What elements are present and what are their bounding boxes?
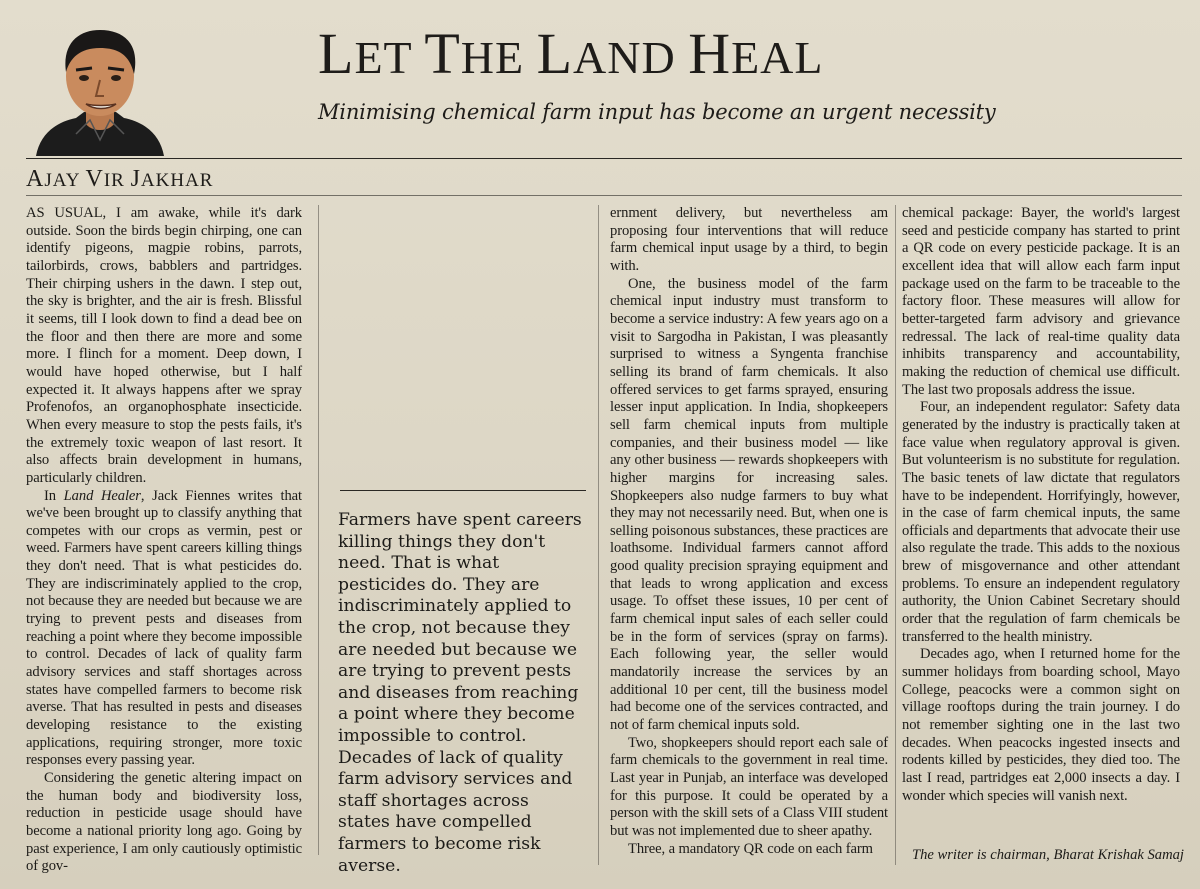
header-rule: [26, 158, 1182, 159]
byline-rule: [26, 195, 1182, 196]
headline: LET THE LAND HEAL: [318, 21, 824, 86]
article-column-1: [26, 205, 302, 876]
article-column-3: [902, 205, 1180, 805]
paragraph-land-healer: In Land Healer, Jack Fiennes writes that we've been brought up to classify anything that competes with our crops as vermin, pest or weed. Farmers have spent careers killing things they don't need. That is what pesticides do. They are indiscriminately applied to the crop, not because they are needed but because we are trying to prevent pests and diseases from reaching a point where they become impossible to control. Decades of lack of quality farm advisory services and staff shortages across states have compelled farmers to become risk averse. That has resulted in pests and diseases developing resistance to the existing applications, requiring stronger, more toxic responses every passing year.: [26, 487, 302, 769]
column-divider: [895, 205, 896, 865]
author-signature-note: The writer is chairman, Bharat Krishak Samaj: [911, 847, 1184, 863]
paragraph: Four, an independent regulator: Safety data generated by the industry is practically taken at face value when regulatory approval is given. But volunteerism is no substitute for regulation. The basic tenets of law dictate that regulators have to be independent. Horrifyingly, however, in the case of farm chemical inputs, the same officials and departments that advocate their use also regulate the trade. This adds to the noxious brew of misgovernance and other attendant problems. To ensure an independent regulatory authority, the Union Cabinet Secretary should order that the regulation of farm chemicals be transferred to the health ministry.: [902, 399, 1180, 645]
deck-subheadline: Minimising chemical farm input has become an urgent necessity: [318, 100, 996, 124]
paragraph-rest: , Jack Fiennes writes that we've been brought up to classify anything that competes with our crops as vermin, pest or weed. Farmers have spent careers killing things they don't need. That is what pesticides do. They are indiscriminately applied to the crop, not because they are needed but because we are trying to prevent pests and diseases from reaching a point where they become impossible to control. Decades of lack of quality farm advisory services and staff shortages across states have compelled farmers to become risk averse. That has resulted in pests and diseases developing resistance to the existing applications, requiring stronger, more toxic responses every passing year.: [26, 487, 302, 769]
paragraph: AS USUAL, I am awake, while it's dark outside. Soon the birds begin chirping, one can identify pigeons, magpie robins, parrots, tailorbirds, crows, babblers and partridges. Their chirping ushers in the dawn. I step out, the sky is brighter, and the air is fresh. Blissful it seems, till I look down to find a dead bee on the floor and then there are more and some more. I flinch for a moment. Deep down, I would have hoped otherwise, but I half expected it. It always happens after we spray Profenofos, an organophosphate insecticide. When every measure to stop the pests fails, it's the extremely toxic weapon of last resort. It also affects brain development in humans, particularly children.: [26, 205, 302, 486]
pull-quote: Farmers have spent careers killing things they don't need. That is what pesticides do. They are indiscriminately applied to the crop, not because they are needed but because we are trying to prevent pests and diseases from reaching a point where they become impossible to control. Decades of lack of quality farm advisory services and staff shortages across states have compelled farmers to become risk averse.: [338, 510, 582, 876]
paragraph: Two, shopkeepers should report each sale of farm chemicals to the government in real time. Last year in Punjab, an interface was developed for this purpose. It could be operated by a person with the skill sets of a Class VIII student but was not implemented due to sheer apathy.: [610, 734, 888, 839]
show-through-text: [1080, 8, 1198, 148]
column-divider: [598, 205, 599, 865]
paragraph: ernment delivery, but nevertheless am proposing four interventions that will reduce farm chemical input usage by a third, to begin with.: [610, 205, 888, 274]
paragraph: Considering the genetic altering impact on the human body and biodiversity loss, reduction in pesticide usage should have become a national priority long ago. Going by past experience, I am only cautiously optimistic of gov-: [26, 770, 302, 875]
article-column-2: [610, 205, 888, 858]
book-title: Land Healer: [63, 487, 141, 504]
byline: AJAY VIR JAKHAR: [26, 166, 214, 192]
paragraph: Decades ago, when I returned home for the summer holidays from boarding school, Mayo College, peacocks were a common sight on village rooftops during the train journey. I do not remember sighting one in the last two decades. When peacocks ingested insects and rodents killed by pesticides, they died too. The last I read, partridges eat 2,000 insects a day. I wonder which species will vanish next.: [902, 646, 1180, 804]
pull-quote-rule: [340, 490, 586, 491]
paragraph: Three, a mandatory QR code on each farm: [628, 840, 873, 857]
author-portrait: [26, 24, 174, 156]
column-divider: [318, 205, 319, 855]
paragraph: chemical package: Bayer, the world's largest seed and pesticide company has started to print a QR code on every pesticide package. It is an excellent idea that will allow each farm input package used on the farm to be traceable to the factory floor. These measures will allow for better-targeted farm advisory and grievance redressal. The lack of real-time quality data inhibits transparency and accountability, making the reduction of chemical use difficult. The last two proposals address the issue.: [902, 205, 1180, 398]
paragraph: One, the business model of the farm chemical input industry must transform to become a service industry: A few years ago on a visit to Sargodha in Pakistan, I was pleasantly surprised to witness a Syngenta franchise selling its brand of farm chemicals. It also offered services to get farms sprayed, ensuring lesser input application. In India, shopkeepers sell farm chemical inputs from multiple companies, and their business model — like any other business — rewards shopkeepers with higher margins for increasing sales. Shopkeepers also nudge farmers to buy what they may not necessarily need. But, when one is selling poisonous substances, these practices are loathsome. Individual farmers cannot afford good quality precision spraying equipment and that leads to wrong application and excess usage. To offset these issues, 10 per cent of farm chemical input sales of each seller could be in the form of services (spray on farms). Each following year, the seller would mandatorily increase the services by an additional 10 per cent, till the business model had become one of the services contracted, and not of farm chemical inputs sold.: [610, 275, 888, 734]
